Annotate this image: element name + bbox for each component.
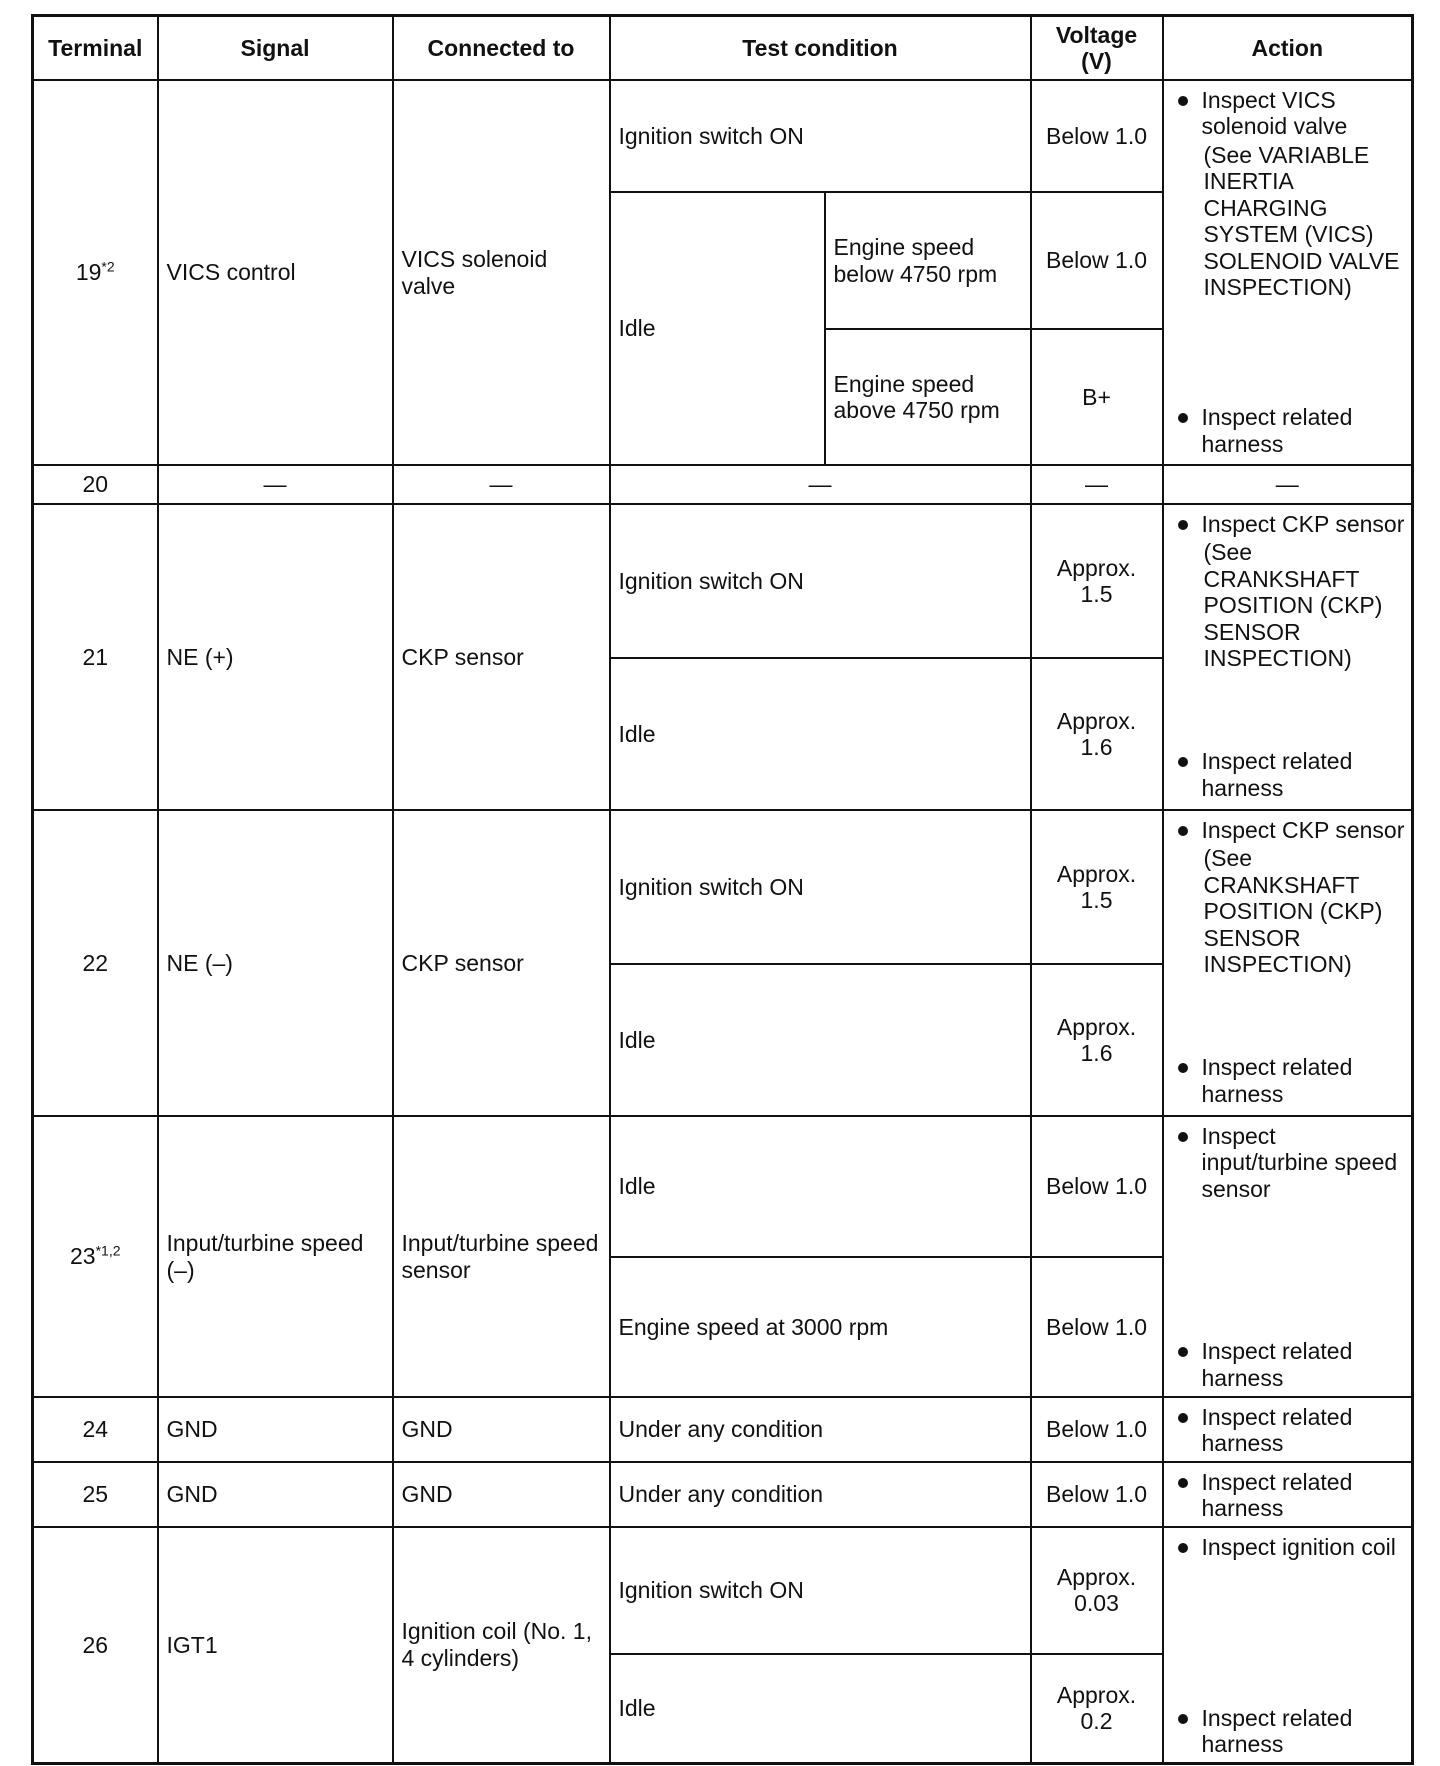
action-bullet <box>1178 748 1406 801</box>
test-condition-cell: Idle <box>610 1116 1031 1257</box>
bullet-dot <box>1178 1714 1188 1724</box>
action-text: Inspect related harness <box>1201 1338 1353 1391</box>
terminal-voltage-table-wrapper <box>31 14 1411 1765</box>
terminal-voltage-table <box>31 14 1414 1765</box>
test-condition-cell: Under any condition <box>610 1397 1031 1462</box>
signal-cell: IGT1 <box>158 1527 393 1764</box>
test-condition-cell: Ignition switch ON <box>610 1527 1031 1654</box>
signal-cell: GND <box>158 1462 393 1527</box>
bullet-dot <box>1178 757 1188 767</box>
voltage-cell: B+ <box>1031 329 1163 465</box>
voltage-cell: Below 1.0 <box>1031 1116 1163 1257</box>
voltage-cell: Below 1.0 <box>1031 1462 1163 1527</box>
bullet-dot <box>1178 1543 1188 1553</box>
action-cell <box>1163 1397 1413 1462</box>
action-bullet <box>1178 1054 1406 1107</box>
action-text: Inspect related harness <box>1201 1404 1353 1457</box>
action-bullet <box>1178 1705 1406 1758</box>
table-row-26 <box>33 1527 1413 1654</box>
voltage-cell: Approx. 1.6 <box>1031 964 1163 1116</box>
test-condition-cell: Idle <box>610 1654 1031 1763</box>
action-cell <box>1163 1527 1413 1764</box>
table-row-19 <box>33 80 1413 192</box>
action-text: Inspect input/turbine speed sensor <box>1201 1123 1398 1202</box>
signal-cell: NE (–) <box>158 810 393 1116</box>
test-condition-cell: Idle <box>610 964 1031 1116</box>
connected-to-cell: Input/turbine speed sensor <box>393 1116 610 1397</box>
terminal-number: 23 <box>69 1243 96 1270</box>
action-text: Inspect related harness <box>1201 1704 1353 1758</box>
terminal-number: 19 <box>75 259 102 286</box>
voltage-cell: Below 1.0 <box>1031 192 1163 329</box>
table-row-20 <box>33 465 1413 504</box>
action-cell <box>1163 810 1413 1116</box>
action-text: Inspect CKP sensor <box>1201 511 1405 537</box>
bullet-dot <box>1178 1413 1188 1423</box>
terminal-note: *1,2 <box>95 1242 121 1259</box>
action-bullet <box>1178 1534 1406 1560</box>
terminal-cell <box>33 1116 158 1397</box>
action-text: Inspect related harness <box>1201 1054 1353 1107</box>
action-bullet <box>1178 1338 1406 1391</box>
table-row-22 <box>33 810 1413 964</box>
test-condition-cell: Engine speed at 3000 rpm <box>610 1257 1031 1397</box>
action-reference: (See CRANKSHAFT POSITION (CKP) SENSOR INSPECTION) <box>1203 539 1383 672</box>
terminal-cell: 20 <box>33 465 158 504</box>
signal-cell: NE (+) <box>158 504 393 810</box>
action-cell <box>1163 1462 1413 1527</box>
terminal-cell: 25 <box>33 1462 158 1527</box>
bullet-dot <box>1178 826 1188 836</box>
table-row-23 <box>33 1116 1413 1257</box>
signal-cell: VICS control <box>158 80 393 465</box>
terminal-note: *2 <box>101 258 115 275</box>
voltage-cell: Below 1.0 <box>1031 1257 1163 1397</box>
action-text: Inspect CKP sensor <box>1201 817 1405 843</box>
header-row <box>33 16 1413 81</box>
voltage-cell: — <box>1031 465 1163 504</box>
action-cell <box>1163 1116 1413 1397</box>
action-reference: (See VARIABLE INERTIA CHARGING SYSTEM (VICS) SOLENOID VALVE INSPECTION) <box>1203 141 1400 301</box>
action-bullet <box>1178 511 1406 537</box>
test-condition-cell: — <box>610 465 1031 504</box>
terminal-cell: 21 <box>33 504 158 810</box>
signal-cell: GND <box>158 1397 393 1462</box>
header-test-condition: Test condition <box>610 16 1031 81</box>
test-condition-cell: Ignition switch ON <box>610 504 1031 658</box>
header-voltage: Voltage (V) <box>1031 16 1163 81</box>
bullet-dot <box>1178 1063 1188 1073</box>
action-text: Inspect related harness <box>1201 748 1353 801</box>
terminal-cell: 22 <box>33 810 158 1116</box>
connected-to-cell: — <box>393 465 610 504</box>
bullet-dot <box>1178 520 1188 530</box>
voltage-cell: Approx. 1.5 <box>1031 810 1163 964</box>
test-condition-cell: Under any condition <box>610 1462 1031 1527</box>
test-condition-cell: Ignition switch ON <box>610 80 1031 192</box>
connected-to-cell: VICS solenoid valve <box>393 80 610 465</box>
action-text: Inspect related harness <box>1201 1468 1353 1522</box>
test-condition-cell: Idle <box>610 192 825 465</box>
header-signal: Signal <box>158 16 393 81</box>
signal-cell: — <box>158 465 393 504</box>
voltage-cell: Approx. 0.2 <box>1031 1654 1163 1763</box>
voltage-cell: Below 1.0 <box>1031 1397 1163 1462</box>
signal-cell: Input/turbine speed (–) <box>158 1116 393 1397</box>
action-cell: — <box>1163 465 1413 504</box>
terminal-cell <box>33 80 158 465</box>
table-row-25 <box>33 1462 1413 1527</box>
connected-to-cell: GND <box>393 1397 610 1462</box>
table-row-21 <box>33 504 1413 658</box>
header-action: Action <box>1163 16 1413 81</box>
test-subcondition-cell: Engine speed above 4750 rpm <box>825 329 1031 465</box>
connected-to-cell: GND <box>393 1462 610 1527</box>
bullet-dot <box>1178 96 1188 106</box>
test-condition-cell: Ignition switch ON <box>610 810 1031 964</box>
action-text: Inspect VICS solenoid valve <box>1201 87 1348 140</box>
bullet-dot <box>1178 1478 1188 1488</box>
action-text: Inspect related harness <box>1201 404 1353 457</box>
terminal-cell: 26 <box>33 1527 158 1764</box>
voltage-cell: Approx. 1.5 <box>1031 504 1163 658</box>
connected-to-cell: CKP sensor <box>393 504 610 810</box>
action-bullet <box>1178 817 1406 843</box>
action-bullet <box>1178 1469 1406 1522</box>
action-text: Inspect ignition coil <box>1201 1533 1396 1560</box>
header-terminal: Terminal <box>33 16 158 81</box>
action-bullet <box>1178 1404 1406 1457</box>
bullet-dot <box>1178 1132 1188 1142</box>
action-reference: (See CRANKSHAFT POSITION (CKP) SENSOR INSPECTION) <box>1203 845 1383 978</box>
bullet-dot <box>1178 1347 1188 1357</box>
test-subcondition-cell: Engine speed below 4750 rpm <box>825 192 1031 329</box>
voltage-cell: Approx. 0.03 <box>1031 1527 1163 1654</box>
connected-to-cell: Ignition coil (No. 1, 4 cylinders) <box>393 1527 610 1764</box>
connected-to-cell: CKP sensor <box>393 810 610 1116</box>
terminal-cell: 24 <box>33 1397 158 1462</box>
voltage-cell: Approx. 1.6 <box>1031 658 1163 810</box>
table-row-24 <box>33 1397 1413 1462</box>
bullet-dot <box>1178 413 1188 423</box>
test-condition-cell: Idle <box>610 658 1031 810</box>
action-bullet <box>1178 1123 1406 1202</box>
action-bullet <box>1178 404 1406 457</box>
voltage-cell: Below 1.0 <box>1031 80 1163 192</box>
action-cell <box>1163 80 1413 465</box>
action-bullet <box>1178 87 1406 140</box>
action-cell <box>1163 504 1413 810</box>
header-connected-to: Connected to <box>393 16 610 81</box>
